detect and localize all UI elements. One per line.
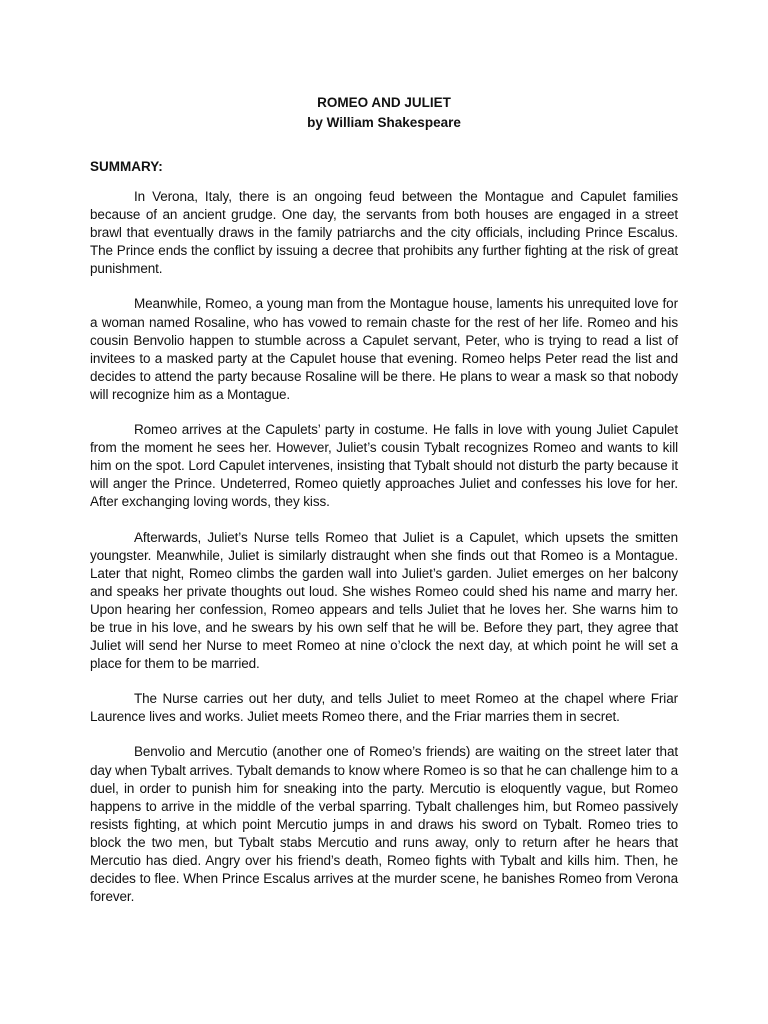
document-page bbox=[90, 93, 678, 923]
document-subtitle: by William Shakespeare bbox=[307, 115, 461, 130]
document-title: ROMEO AND JULIET bbox=[317, 95, 451, 110]
paragraph-6: Benvolio and Mercutio (another one of Romeo’s friends) are waiting on the street later that day when Tybalt arrives. Tybalt demands to know where Romeo is so that he can challenge him to a duel, in order to punish him for sneaking into the party. Mercutio is eloquently vague, but Romeo happens to arrive in the middle of the verbal sparring. Tybalt challenges him, but Romeo passively resists fighting, at which point Mercutio jumps in and draws his sword on Tybalt. Romeo tries to block the two men, but Tybalt stabs Mercutio and runs away, only to return after he hears that Mercutio has died. Angry over his friend’s death, Romeo fights with Tybalt and kills him. Then, he decides to flee. When Prince Escalus arrives at the murder scene, he banishes Romeo from Verona forever. bbox=[90, 744, 678, 905]
paragraph-4: Afterwards, Juliet’s Nurse tells Romeo that Juliet is a Capulet, which upsets the smitten youngster. Meanwhile, Juliet is similarly distraught when she finds out that Romeo is a Montague. Later that night, Romeo climbs the garden wall into Juliet’s garden. Juliet emerges on her balcony and speaks her private thoughts out loud. She wishes Romeo could shed his name and marry her. Upon hearing her confession, Romeo appears and tells Juliet that he loves her. She warns him to be true in his love, and he swears by his own self that he will be. Before they part, they agree that Juliet will send her Nurse to meet Romeo at nine o’clock the next day, at which point he will set a place for them to be married. bbox=[90, 529, 678, 672]
paragraph-2: Meanwhile, Romeo, a young man from the Montague house, laments his unrequited love for a woman named Rosaline, who has vowed to remain chaste for the rest of her life. Romeo and his cousin Benvolio happen to stumble across a Capulet servant, Peter, who is trying to read a list of invitees to a masked party at the Capulet house that evening. Romeo helps Peter read the list and decides to attend the party because Rosaline will be there. He plans to wear a mask so that nobody will recognize him as a Montague. bbox=[90, 296, 678, 402]
paragraph-3: Romeo arrives at the Capulets’ party in costume. He falls in love with young Juliet Capulet from the moment he sees her. However, Juliet’s cousin Tybalt recognizes Romeo and wants to kill him on the spot. Lord Capulet intervenes, insisting that Tybalt should not disturb the party because it will anger the Prince. Undeterred, Romeo quietly approaches Juliet and confesses his love for her. After exchanging loving words, they kiss. bbox=[90, 422, 678, 510]
paragraph-1: In Verona, Italy, there is an ongoing feud between the Montague and Capulet families because of an ancient grudge. One day, the servants from both houses are engaged in a street brawl that eventually draws in the family patriarchs and the city officials, including Prince Escalus. The Prince ends the conflict by issuing a decree that prohibits any further fighting at the risk of great punishment. bbox=[90, 189, 678, 277]
summary-heading: SUMMARY: bbox=[90, 159, 163, 174]
paragraph-5: The Nurse carries out her duty, and tells Juliet to meet Romeo at the chapel where Friar Laurence lives and works. Juliet meets Romeo there, and the Friar marries them in secret. bbox=[90, 691, 678, 725]
